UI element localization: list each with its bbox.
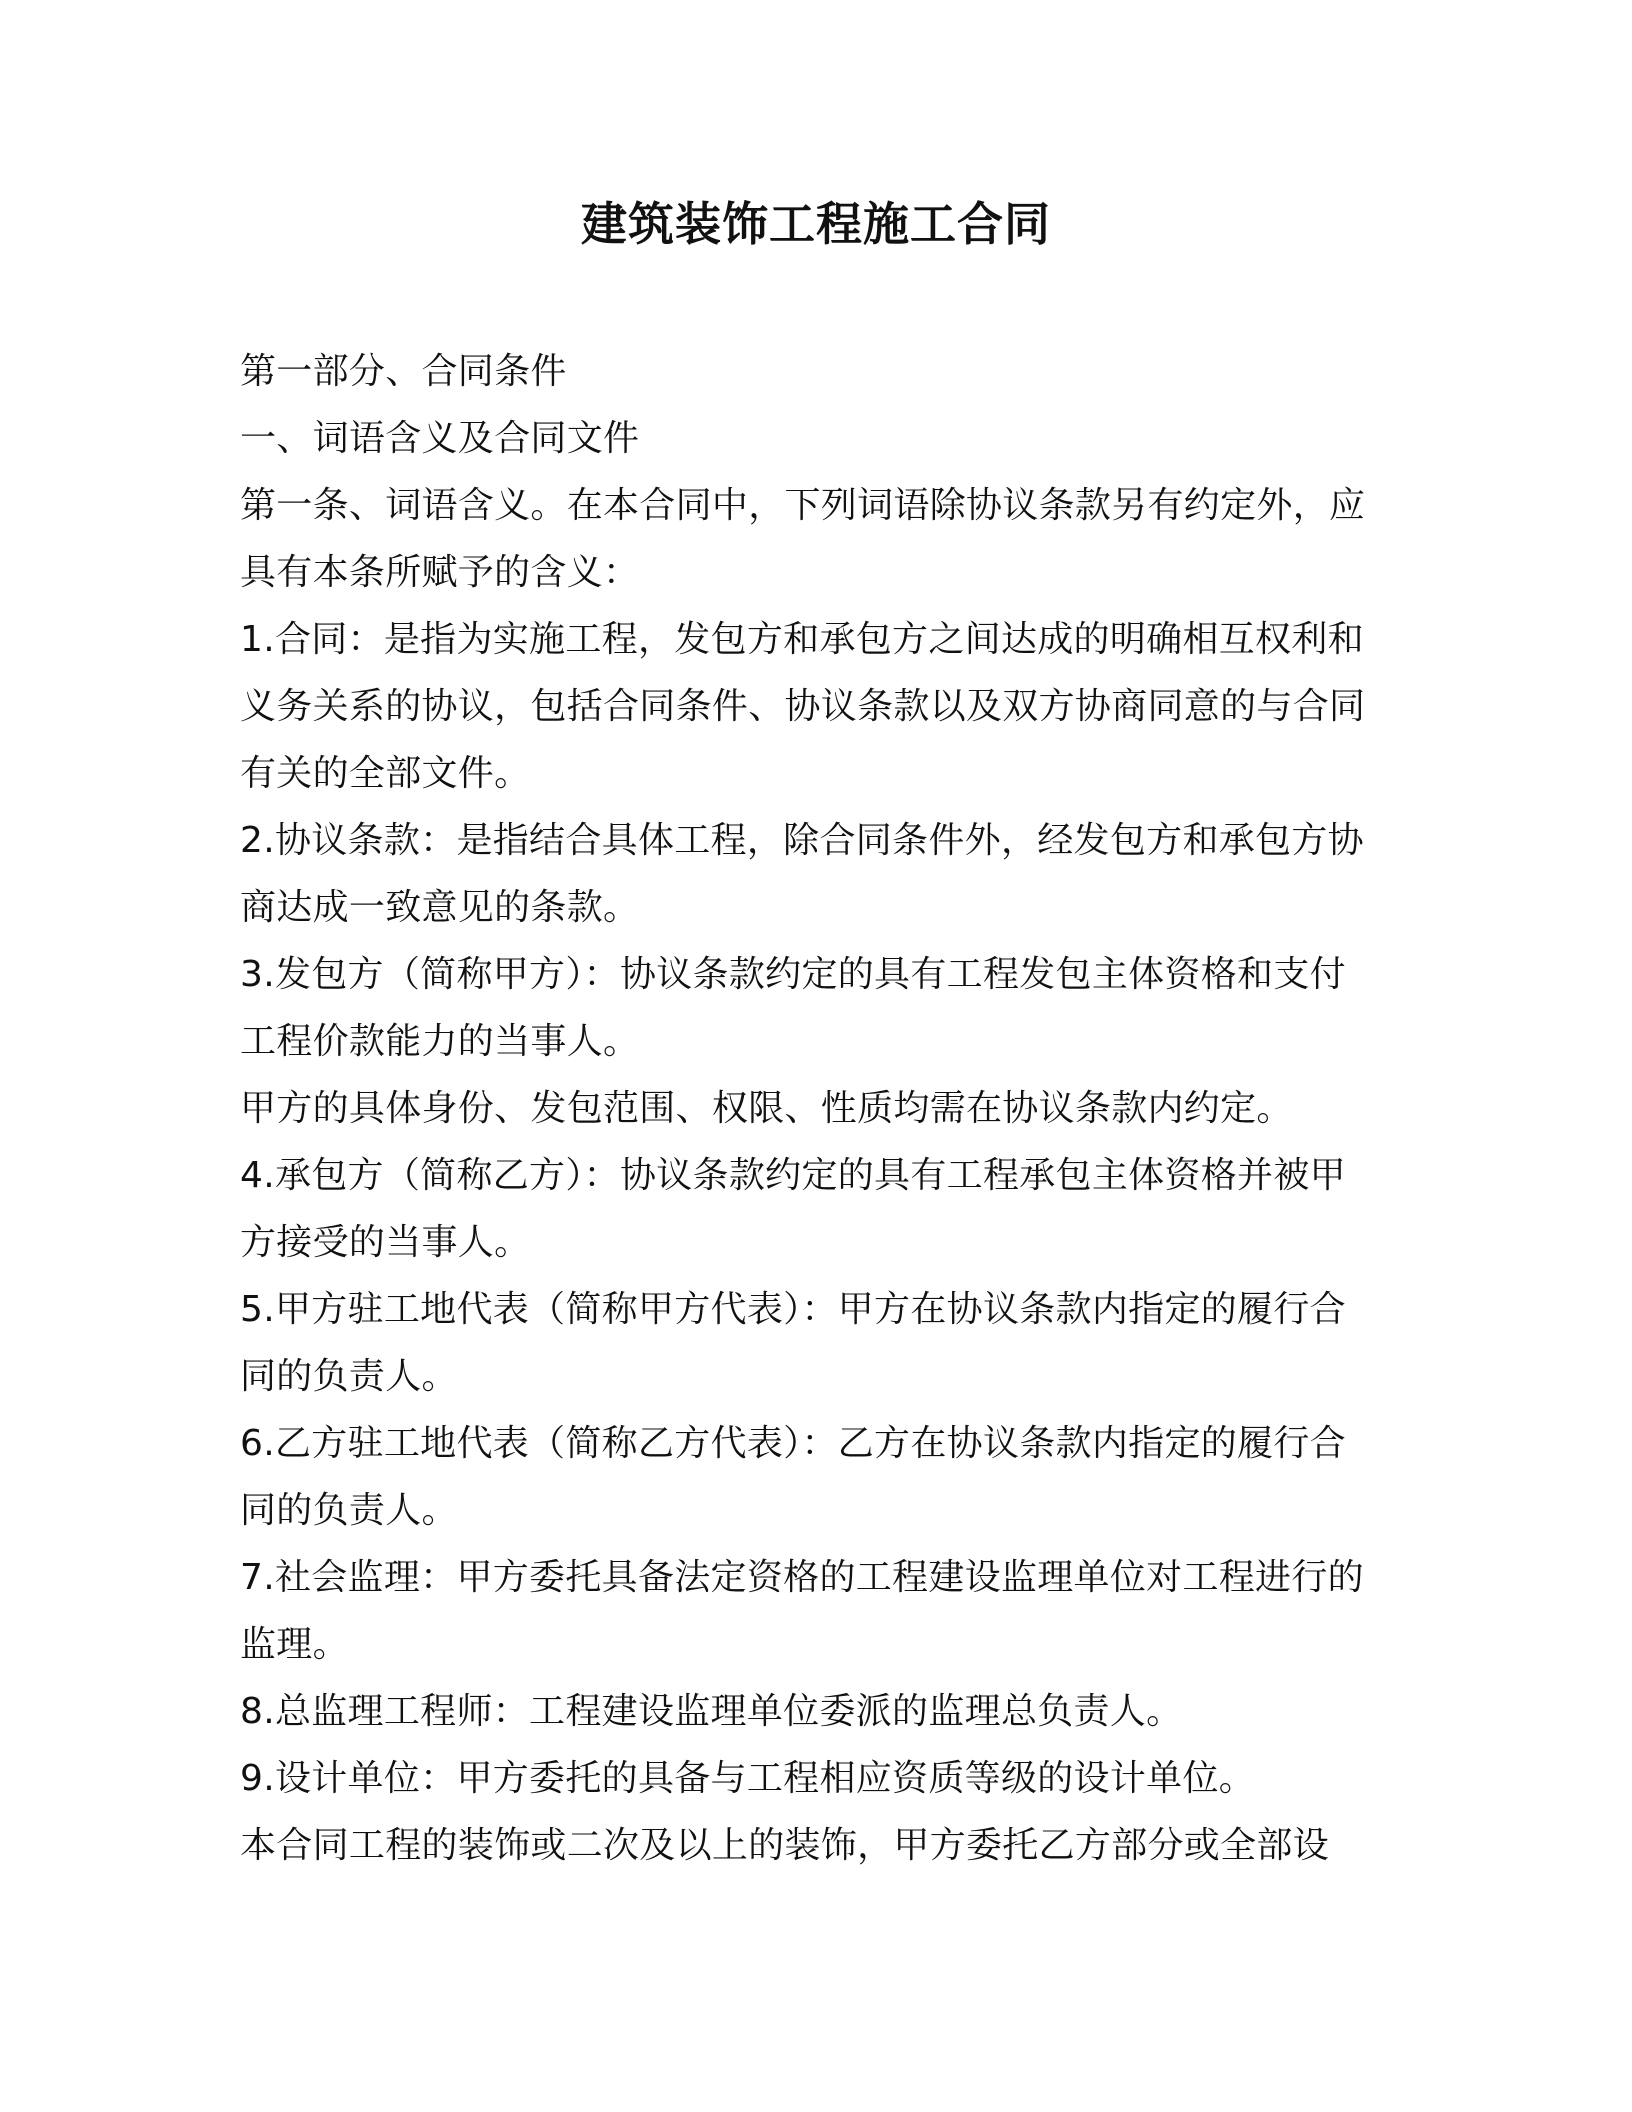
- text-line: 有关的全部文件。: [240, 753, 531, 794]
- text-line: 第一条、词语含义。在本合同中，下列词语除协议条款另有约定外，应: [240, 485, 1366, 526]
- text-line: 方接受的当事人。: [240, 1222, 531, 1263]
- text-line: 4.承包方（简称乙方）：协议条款约定的具有工程承包主体资格并被甲: [240, 1155, 1346, 1196]
- text-line: 8.总监理工程师：工程建设监理单位委派的监理总负责人。: [240, 1691, 1183, 1732]
- heading-section-one: 一、词语含义及合同文件: [240, 418, 640, 459]
- text-line: 9.设计单位：甲方委托的具备与工程相应资质等级的设计单位。: [240, 1758, 1256, 1799]
- text-line: 1.合同：是指为实施工程，发包方和承包方之间达成的明确相互权利和: [240, 619, 1364, 660]
- text-line: 同的负责人。: [240, 1356, 458, 1397]
- text-line: 具有本条所赋予的含义：: [240, 552, 640, 593]
- text-line: 本合同工程的装饰或二次及以上的装饰，甲方委托乙方部分或全部设: [240, 1825, 1330, 1866]
- text-line: 2.协议条款：是指结合具体工程，除合同条件外，经发包方和承包方协: [240, 820, 1364, 861]
- contract-body: [240, 338, 1400, 1879]
- text-line: 商达成一致意见的条款。: [240, 887, 640, 928]
- heading-part-one: 第一部分、合同条件: [240, 351, 567, 392]
- document-title: 建筑装饰工程施工合同: [581, 197, 1051, 251]
- text-line: 同的负责人。: [240, 1490, 458, 1531]
- text-line: 5.甲方驻工地代表（简称甲方代表）：甲方在协议条款内指定的履行合: [240, 1289, 1346, 1330]
- text-line: 义务关系的协议，包括合同条件、协议条款以及双方协商同意的与合同: [240, 686, 1366, 727]
- text-line: 6.乙方驻工地代表（简称乙方代表）：乙方在协议条款内指定的履行合: [240, 1423, 1346, 1464]
- text-line: 监理。: [240, 1624, 349, 1665]
- text-line: 甲方的具体身份、发包范围、权限、性质均需在协议条款内约定。: [240, 1088, 1293, 1129]
- text-line: 7.社会监理：甲方委托具备法定资格的工程建设监理单位对工程进行的: [240, 1557, 1364, 1598]
- text-line: 工程价款能力的当事人。: [240, 1021, 640, 1062]
- text-line: 3.发包方（简称甲方）：协议条款约定的具有工程发包主体资格和支付: [240, 954, 1346, 995]
